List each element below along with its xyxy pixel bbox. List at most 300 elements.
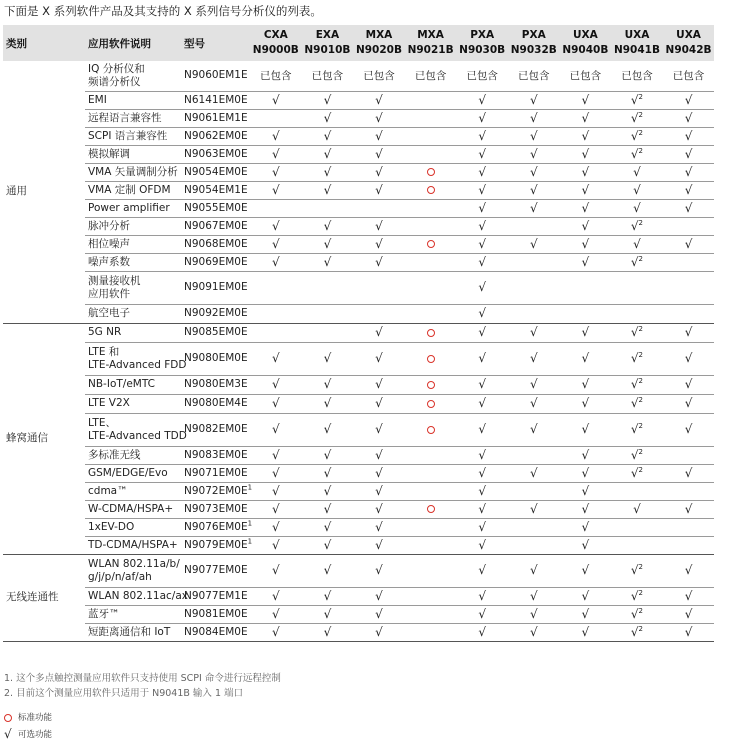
header-row xyxy=(3,25,714,61)
support-cell xyxy=(456,500,508,518)
check-icon: √ xyxy=(630,218,639,233)
support-cell xyxy=(456,163,508,181)
support-cell xyxy=(508,623,560,641)
support-cell xyxy=(663,536,715,554)
support-cell xyxy=(353,342,405,375)
check-icon: √ xyxy=(529,377,538,391)
check-icon: √ xyxy=(529,325,538,339)
check-icon: √ xyxy=(581,465,590,480)
support-cell xyxy=(663,304,715,323)
header-category: 类别 xyxy=(6,37,27,50)
footnote: 2. 目前这个测量应用软件只适用于 N9041B 输入 1 端口 xyxy=(4,687,244,699)
support-cell xyxy=(456,464,508,482)
check-icon: √ xyxy=(529,624,538,639)
check-icon: √ xyxy=(529,110,538,125)
check-icon: √ xyxy=(271,501,280,516)
support-cell xyxy=(302,199,354,217)
support-cell xyxy=(353,61,405,91)
instrument-series: UXA xyxy=(676,29,701,41)
table-row xyxy=(3,145,714,163)
support-cell xyxy=(302,163,354,181)
support-cell xyxy=(250,464,302,482)
check-icon: √ xyxy=(684,501,693,516)
support-cell xyxy=(611,304,663,323)
check-icon: √ xyxy=(684,588,693,603)
model-number: N9077EM1E xyxy=(184,589,248,602)
check-icon: √ xyxy=(684,200,693,215)
app-line: GSM/EDGE/Evo xyxy=(88,466,168,479)
included-label: 已包含 xyxy=(414,69,447,82)
compatibility-table xyxy=(3,25,714,642)
support-cell xyxy=(405,271,457,304)
circle-icon xyxy=(427,240,435,248)
check-icon: √ xyxy=(630,92,639,107)
header-instrument xyxy=(663,25,715,61)
model-number: N9083EM0E xyxy=(184,448,248,461)
support-cell xyxy=(250,623,302,641)
model-cell xyxy=(181,587,250,605)
app-cell xyxy=(85,446,181,464)
check-icon: √ xyxy=(630,146,639,161)
check-icon: √ xyxy=(375,624,383,639)
support-cell xyxy=(302,587,354,605)
table-row xyxy=(3,536,714,554)
app-cell xyxy=(85,217,181,235)
support-cell xyxy=(663,413,715,446)
model-cell xyxy=(181,181,250,199)
support-cell xyxy=(247,536,302,554)
check-icon: √ xyxy=(684,182,693,197)
check-icon: √ xyxy=(375,465,383,480)
check-icon: √ xyxy=(323,146,332,161)
legend-optional-label: 可选功能 xyxy=(18,730,53,740)
support-cell xyxy=(250,413,302,446)
instrument-model: N9010B xyxy=(304,44,351,56)
check-icon: √ xyxy=(478,519,486,534)
check-icon: √ xyxy=(478,624,486,639)
support-cell xyxy=(302,323,354,342)
support-cell xyxy=(508,500,560,518)
check-icon: √ xyxy=(684,110,693,125)
model-number: N9071EM0E xyxy=(184,466,248,479)
check-icon: √ xyxy=(375,236,383,251)
check-icon: √ xyxy=(684,236,693,251)
support-cell xyxy=(508,304,560,323)
instrument-series: MXA xyxy=(417,29,444,41)
app-line: LTE、 xyxy=(88,416,116,429)
check-icon: √ xyxy=(478,236,486,251)
support-cell xyxy=(247,482,302,500)
support-cell xyxy=(250,145,302,163)
check-icon: √ xyxy=(581,588,590,603)
model-cell xyxy=(181,91,250,109)
support-cell xyxy=(611,500,663,518)
check-icon: √ xyxy=(478,110,486,125)
support-cell xyxy=(456,235,508,253)
check-icon: √ xyxy=(323,465,332,480)
support-cell xyxy=(353,605,405,623)
app-cell xyxy=(85,253,181,271)
support-cell xyxy=(560,109,612,127)
support-cell xyxy=(663,554,715,587)
instrument-model: N9041B xyxy=(613,44,660,56)
support-cell xyxy=(611,623,663,641)
support-cell xyxy=(302,235,354,253)
check-icon: √ xyxy=(581,563,590,577)
support-cell xyxy=(353,235,405,253)
check-icon: √ xyxy=(271,351,280,365)
support-cell xyxy=(611,482,663,500)
app-cell xyxy=(85,375,181,394)
instrument-series: CXA xyxy=(263,29,288,41)
support-cell xyxy=(508,109,560,127)
support-cell xyxy=(663,61,715,91)
app-line: TD-CDMA/HSPA+ xyxy=(88,538,178,551)
check-icon: √ xyxy=(375,519,383,534)
check-icon: √ xyxy=(581,624,590,639)
check-icon: √ xyxy=(478,146,486,161)
instrument-model: N9000B xyxy=(252,44,299,56)
check-icon: √ xyxy=(375,110,383,125)
model-number: N9082EM0E xyxy=(184,423,248,435)
check-icon: √ xyxy=(581,254,590,269)
model-number: N9092EM0E xyxy=(184,307,248,319)
support-cell xyxy=(405,518,457,536)
check-icon: √ xyxy=(633,501,641,516)
support-cell xyxy=(560,623,612,641)
model-cell xyxy=(181,554,250,587)
check-icon: √ xyxy=(323,624,332,639)
check-icon: √ xyxy=(271,606,280,621)
support-cell xyxy=(456,536,508,554)
support-cell xyxy=(250,271,302,304)
included-label: 已包含 xyxy=(672,69,705,82)
check-icon: √ xyxy=(271,254,280,269)
circle-icon xyxy=(427,329,435,337)
support-cell xyxy=(456,623,508,641)
check-icon: √ xyxy=(630,396,639,410)
support-cell xyxy=(405,554,457,587)
support-cell xyxy=(302,375,354,394)
check-icon: √ xyxy=(323,483,332,498)
model-number: N9068EM0E xyxy=(184,237,248,250)
support-cell xyxy=(250,394,302,413)
support-cell xyxy=(405,446,457,464)
app-line: 蓝牙™ xyxy=(88,607,120,620)
check-icon: √ xyxy=(581,236,590,251)
model-number: N6141EM0E xyxy=(184,93,248,106)
support-cell xyxy=(611,109,663,127)
support-cell xyxy=(560,253,612,271)
footnote-ref-icon: 2 xyxy=(638,92,644,101)
support-cell xyxy=(560,181,612,199)
check-icon: √ xyxy=(375,164,383,179)
check-icon: √ xyxy=(375,128,383,143)
support-cell xyxy=(611,342,663,375)
check-icon: √ xyxy=(375,254,383,269)
model-number: N9054EM0E xyxy=(184,165,248,178)
check-icon: √ xyxy=(478,92,486,107)
header-instrument xyxy=(250,25,302,61)
app-line: 应用软件 xyxy=(88,287,130,300)
model-cell xyxy=(181,446,250,464)
support-cell xyxy=(405,61,457,91)
support-cell xyxy=(405,500,457,518)
app-line: VMA 矢量调制分析 xyxy=(88,165,178,178)
instrument-model: N9042B xyxy=(665,44,712,56)
check-icon: √ xyxy=(529,396,538,410)
header-instrument xyxy=(353,25,405,61)
app-line: g/j/p/n/af/ah xyxy=(88,570,152,583)
instrument-model: N9021B xyxy=(407,44,454,56)
support-cell xyxy=(353,464,405,482)
check-icon: √ xyxy=(478,537,486,552)
instrument-series: PXA xyxy=(470,29,495,41)
check-icon: √ xyxy=(581,483,590,498)
check-icon: √ xyxy=(375,351,383,365)
support-cell xyxy=(508,127,560,145)
app-line: IQ 分析仪和 xyxy=(88,62,145,75)
check-icon: √ xyxy=(630,325,639,339)
support-cell xyxy=(508,605,560,623)
check-icon: √ xyxy=(630,447,639,462)
app-cell xyxy=(85,91,181,109)
support-cell xyxy=(560,342,612,375)
check-icon: √ xyxy=(684,465,693,480)
app-cell xyxy=(85,554,181,587)
table-row xyxy=(3,271,714,304)
support-cell xyxy=(508,181,560,199)
check-icon: √ xyxy=(684,146,693,161)
check-icon: √ xyxy=(633,182,641,197)
check-icon: √ xyxy=(581,200,590,215)
model-number: N9080EM3E xyxy=(184,378,248,390)
check-icon: √ xyxy=(271,447,280,462)
app-line: WLAN 802.11a/b/ xyxy=(88,557,180,570)
support-cell xyxy=(663,587,715,605)
check-icon: √ xyxy=(684,396,693,410)
support-cell xyxy=(405,304,457,323)
check-icon: √ xyxy=(271,92,280,107)
support-cell xyxy=(560,91,612,109)
table-row xyxy=(3,253,714,271)
support-cell xyxy=(560,518,612,536)
check-icon: √ xyxy=(323,92,332,107)
support-cell xyxy=(456,127,508,145)
check-icon: √ xyxy=(478,483,486,498)
check-icon: √ xyxy=(375,563,383,577)
support-cell xyxy=(560,145,612,163)
support-cell xyxy=(250,163,302,181)
support-cell xyxy=(456,323,508,342)
support-cell xyxy=(663,323,715,342)
support-cell xyxy=(611,394,663,413)
support-cell xyxy=(456,587,508,605)
support-cell xyxy=(663,217,715,235)
support-cell xyxy=(250,587,302,605)
check-icon: √ xyxy=(581,325,590,339)
support-cell xyxy=(663,394,715,413)
support-cell xyxy=(353,536,405,554)
support-cell xyxy=(663,253,715,271)
support-cell xyxy=(456,342,508,375)
check-icon: √ xyxy=(271,236,280,251)
check-icon: √ xyxy=(323,128,332,143)
support-cell xyxy=(456,91,508,109)
support-cell xyxy=(456,482,508,500)
footnote-ref: 1 xyxy=(247,483,253,491)
support-cell xyxy=(405,375,457,394)
support-cell xyxy=(405,464,457,482)
check-icon: √ xyxy=(581,164,590,179)
support-cell xyxy=(250,91,302,109)
model-cell xyxy=(181,375,250,394)
support-cell xyxy=(456,217,508,235)
app-line: cdma™ xyxy=(88,484,128,497)
app-cell xyxy=(85,623,181,641)
support-cell xyxy=(353,413,405,446)
support-cell xyxy=(302,61,354,91)
footnote-ref-icon: 2 xyxy=(638,218,644,227)
app-cell xyxy=(85,61,181,91)
check-icon: √ xyxy=(581,146,590,161)
support-cell xyxy=(508,587,560,605)
check-icon: √ xyxy=(323,110,332,125)
support-cell xyxy=(456,375,508,394)
footnote-ref: 1 xyxy=(247,519,253,527)
support-cell xyxy=(302,91,354,109)
footnote-ref-icon: 2 xyxy=(638,351,644,359)
check-icon: √ xyxy=(271,396,280,410)
app-cell xyxy=(85,605,181,623)
check-icon: √ xyxy=(684,128,693,143)
header-app: 应用软件说明 xyxy=(88,37,151,50)
support-cell xyxy=(405,413,457,446)
check-icon: √ xyxy=(271,128,280,143)
check-icon: √ xyxy=(684,351,693,365)
model-number: N9060EM1E xyxy=(184,69,248,82)
check-icon: √ xyxy=(375,182,383,197)
check-icon: √ xyxy=(630,128,639,143)
app-line: 频谱分析仪 xyxy=(88,75,141,88)
model-cell xyxy=(181,61,250,91)
included-label: 已包含 xyxy=(311,69,344,82)
support-cell xyxy=(405,623,457,641)
support-cell xyxy=(353,587,405,605)
app-line: 多标准无线 xyxy=(88,448,141,461)
support-cell xyxy=(560,61,612,91)
support-cell xyxy=(508,323,560,342)
check-icon: √ xyxy=(323,396,332,410)
support-cell xyxy=(353,217,405,235)
support-cell xyxy=(663,482,715,500)
support-cell xyxy=(302,145,354,163)
check-icon: √ xyxy=(684,164,693,179)
app-cell xyxy=(85,145,181,163)
legend-standard xyxy=(4,710,52,724)
support-cell xyxy=(560,323,612,342)
model-number: N9079EM0E xyxy=(184,538,248,551)
support-cell xyxy=(353,109,405,127)
support-cell xyxy=(353,375,405,394)
check-icon: √ xyxy=(529,606,538,621)
footnote-ref-icon: 2 xyxy=(638,128,644,137)
support-cell xyxy=(611,271,663,304)
app-cell xyxy=(85,518,181,536)
table-row xyxy=(3,163,714,181)
support-cell xyxy=(611,587,663,605)
check-icon: √ xyxy=(323,236,332,251)
legend-optional xyxy=(4,727,52,741)
support-cell xyxy=(611,253,663,271)
support-cell xyxy=(405,605,457,623)
support-cell xyxy=(560,605,612,623)
model-number: N9081EM0E xyxy=(184,607,248,620)
model-cell xyxy=(181,235,250,253)
instrument-model: N9032B xyxy=(510,44,557,56)
app-cell xyxy=(85,235,181,253)
support-cell xyxy=(302,394,354,413)
support-cell xyxy=(405,235,457,253)
check-icon: √ xyxy=(581,218,590,233)
support-cell xyxy=(456,518,508,536)
check-icon: √ xyxy=(271,537,280,552)
support-cell xyxy=(250,217,302,235)
support-cell xyxy=(250,605,302,623)
app-line: Power amplifier xyxy=(88,201,170,214)
model-cell xyxy=(181,127,250,145)
check-icon: √ xyxy=(529,501,538,516)
instrument-model: N9020B xyxy=(355,44,402,56)
support-cell xyxy=(405,342,457,375)
instrument-series: EXA xyxy=(315,29,340,41)
support-cell xyxy=(250,109,302,127)
check-icon: √ xyxy=(271,377,280,391)
support-cell xyxy=(663,181,715,199)
support-cell xyxy=(456,304,508,323)
check-icon: √ xyxy=(529,92,538,107)
footnote-ref-icon: 2 xyxy=(638,396,644,404)
support-cell xyxy=(508,235,560,253)
support-cell xyxy=(560,217,612,235)
check-icon: √ xyxy=(581,606,590,621)
model-number: N9055EM0E xyxy=(184,201,248,214)
table-row xyxy=(3,587,714,605)
support-cell xyxy=(508,446,560,464)
model-cell xyxy=(181,413,250,446)
support-cell xyxy=(611,536,663,554)
support-cell xyxy=(405,199,457,217)
check-icon: √ xyxy=(684,422,693,436)
app-line: VMA 定制 OFDM xyxy=(88,183,171,196)
app-line: 模拟解调 xyxy=(88,147,130,160)
support-cell xyxy=(508,536,560,554)
footnote-ref-icon: 2 xyxy=(638,624,644,633)
app-line: WLAN 802.11ac/ax xyxy=(88,589,188,602)
support-cell xyxy=(508,271,560,304)
check-icon: √ xyxy=(323,182,332,197)
support-cell xyxy=(560,446,612,464)
support-cell xyxy=(302,554,354,587)
model-number: N9061EM1E xyxy=(184,111,248,124)
support-cell xyxy=(611,554,663,587)
circle-icon xyxy=(427,505,435,513)
model-cell xyxy=(181,518,253,536)
check-icon: √ xyxy=(478,218,486,233)
support-cell xyxy=(560,536,612,554)
check-icon: √ xyxy=(581,128,590,143)
support-cell xyxy=(663,199,715,217)
